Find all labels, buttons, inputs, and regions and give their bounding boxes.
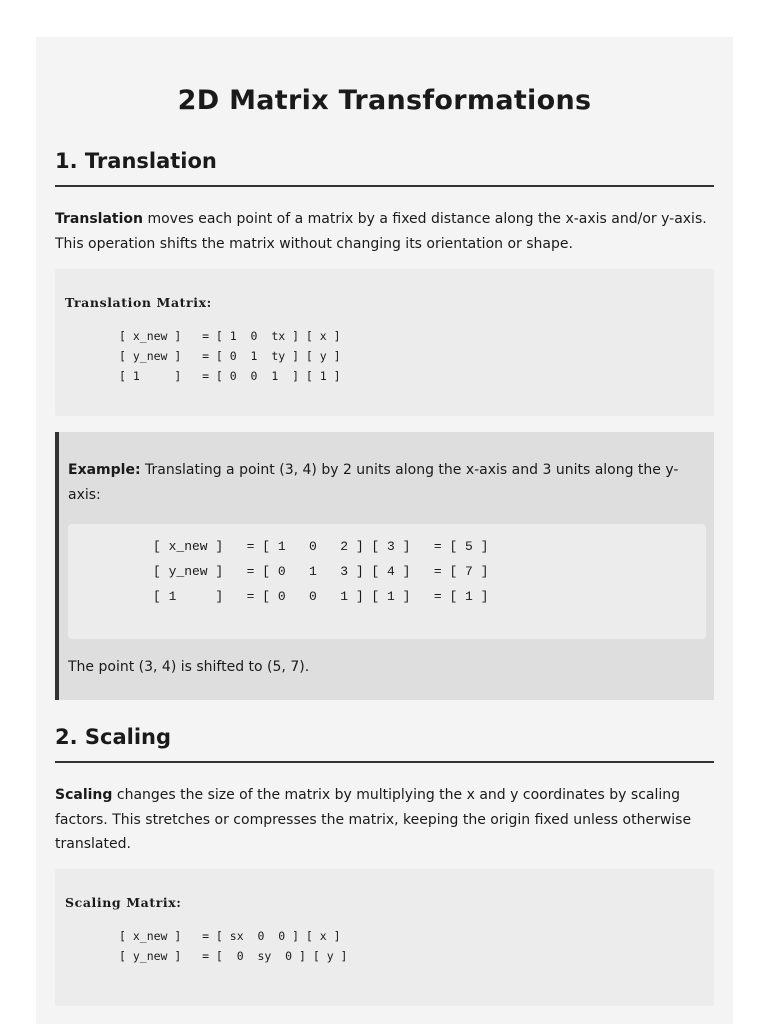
scaling-heading: 2. Scaling (55, 725, 714, 763)
translation-example-description (68, 458, 706, 508)
translation-matrix-line: [ y_new ] = [ 0 1 ty ] [ y ] (119, 349, 341, 363)
translation-intro (55, 207, 714, 257)
example-text: Translating a point (3, 4) by 2 units along the x-axis and 3 units along the y-axis: (68, 462, 679, 503)
scaling-matrix-box (55, 869, 714, 1006)
example-matrix-line: [ 1 ] = [ 0 0 1 ] [ 1 ] = [ 1 ] (153, 589, 489, 604)
translation-example-code (68, 524, 706, 639)
example-label: Example: (68, 462, 141, 478)
translation-matrix-box (55, 269, 714, 416)
example-matrix-line: [ y_new ] = [ 0 1 3 ] [ 4 ] = [ 7 ] (153, 564, 489, 579)
scaling-intro-text: changes the size of the matrix by multiplying the x and y coordinates by scaling factors. This stretches or compresses the matrix, keeping the origin fixed unless otherwise translated. (55, 787, 692, 852)
scaling-matrix-title: Scaling Matrix: (65, 894, 182, 910)
scaling-intro-term: Scaling (55, 787, 113, 803)
scaling-section (55, 725, 714, 1006)
translation-intro-text: moves each point of a matrix by a fixed distance along the x-axis and/or y-axis. This operation shifts the matrix without changing its orientation or shape. (55, 211, 707, 252)
document-content (36, 37, 733, 1006)
scaling-intro (55, 783, 714, 857)
translation-example-callout (55, 432, 714, 700)
example-matrix-line: [ x_new ] = [ 1 0 2 ] [ 3 ] = [ 5 ] (153, 539, 489, 554)
translation-example-result: The point (3, 4) is shifted to (5, 7). (68, 659, 310, 675)
document-page (36, 37, 733, 1024)
translation-intro-term: Translation (55, 211, 143, 227)
translation-section (55, 149, 714, 700)
scaling-matrix-line: [ y_new ] = [ 0 sy 0 ] [ y ] (119, 948, 348, 963)
translation-heading: 1. Translation (55, 149, 714, 187)
scaling-matrix-line: [ x_new ] = [ sx 0 0 ] [ x ] (119, 928, 341, 943)
translation-matrix-title: Translation Matrix: (65, 295, 212, 310)
translation-matrix-line: [ 1 ] = [ 0 0 1 ] [ 1 ] (119, 369, 341, 383)
page-title: 2D Matrix Transformations (177, 85, 592, 116)
translation-matrix-line: [ x_new ] = [ 1 0 tx ] [ x ] (119, 329, 341, 343)
